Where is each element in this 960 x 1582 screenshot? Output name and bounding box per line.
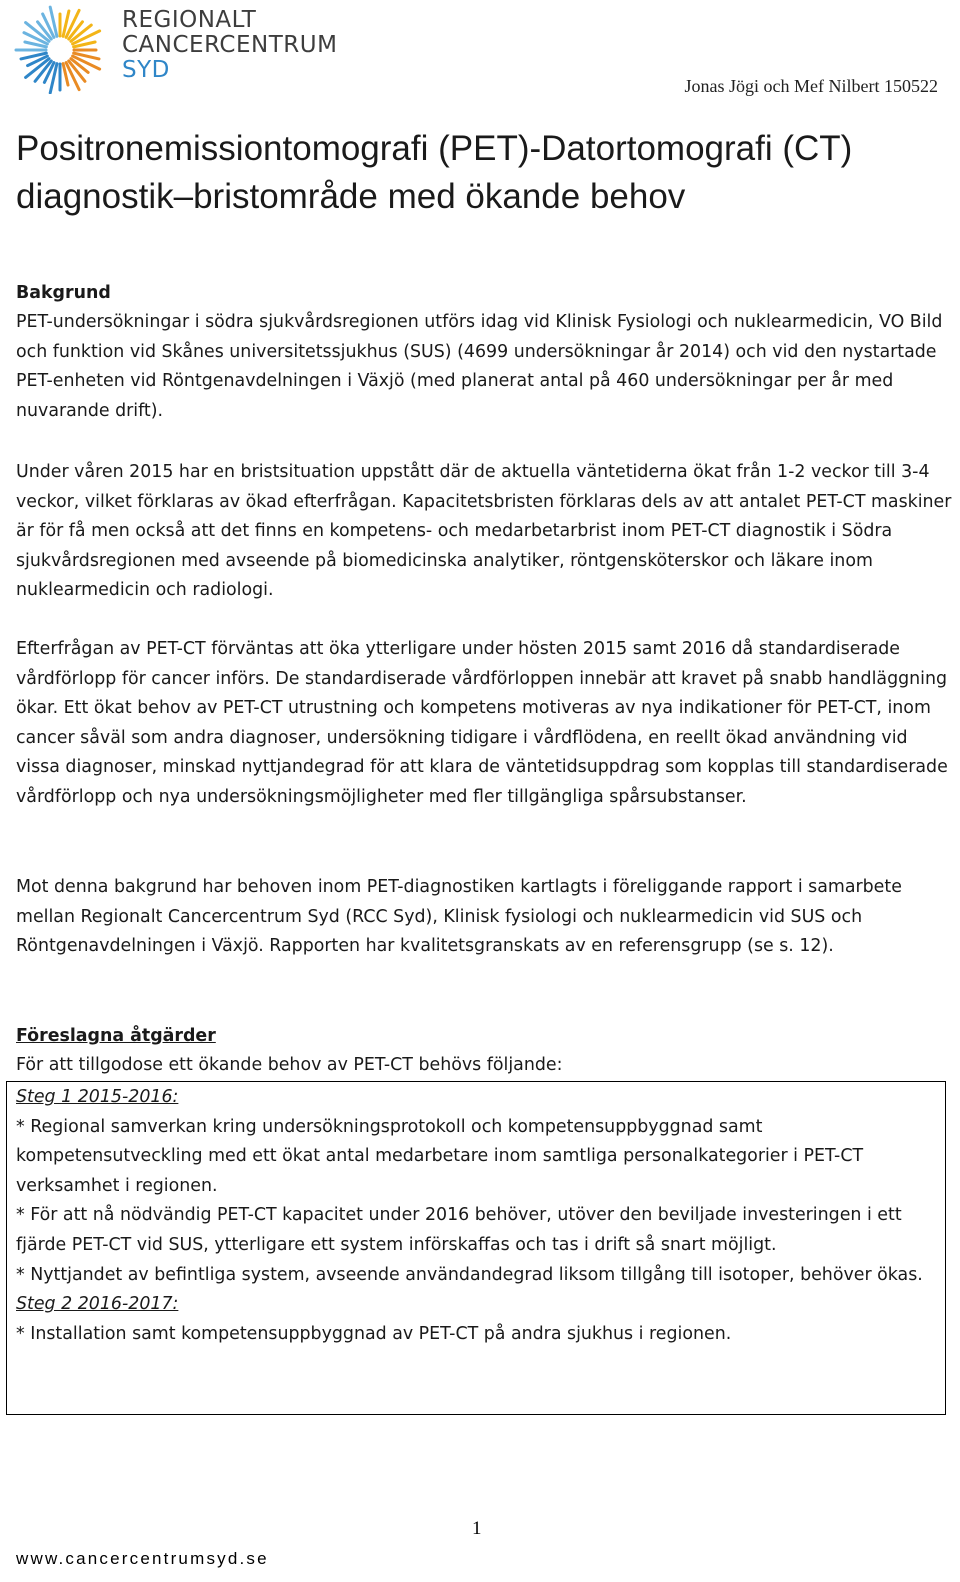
paragraph-1: PET-undersökningar i södra sjukvårdsregionen utförs idag vid Klinisk Fysiologi och nuklearmedicin, VO Bild och funktion vid Skånes universitetssjukhus (SUS) (4699 undersökningar år 2014) och vid den nystartade PET-enheten vid Röntgenavdelningen i Växjö (med planerat antal på 460 undersökningar per år med nuvarande drift). [16, 312, 943, 421]
paragraph-3: Efterfrågan av PET-CT förväntas att öka ytterligare under hösten 2015 samt 2016 då standardiserade vårdförlopp för cancer införs. De standardiserade vårdförloppen innebär att kravet på snabb handläggning ökar. Ett ökat behov av PET-CT utrustning och kompetens motiveras av nya indikationer för PET-CT, inom cancer såväl som andra diagnoser, undersökning tidigare i vårdflödena, en reellt ökad användning vid vissa diagnoser, minskad nyttjandegrad för att klara de väntetidsuppdrag som kopplas till standardiserade vårdförlopp och nya undersökningsmöjligheter med fler tillgängliga spårsubstanser. [16, 639, 948, 807]
atgarder-intro: För att tillgodose ett ökande behov av PET-CT behövs följande: [16, 1055, 563, 1075]
sunburst-logo-icon [12, 4, 112, 94]
footer-url-link[interactable]: www.cancercentrumsyd.se [16, 1549, 269, 1568]
step-2-label: Steg 2 2016-2017: [16, 1294, 179, 1315]
measure-item: * För att nå nödvändig PET-CT kapacitet under 2016 behöver, utöver den beviljade investeringen i ett fjärde PET-CT vid SUS, ytterligare ett system införskaffas och tas i drift så snart möjligt. [16, 1205, 902, 1255]
paragraph-2: Under våren 2015 har en bristsituation uppstått där de aktuella väntetiderna ökat från 1-2 veckor till 3-4 veckor, vilket förklaras av ökad efterfrågan. Kapacitetsbristen förklaras dels av att antalet PET-CT maskiner är för få men också att det finns en kompetens- och medarbetarbrist inom PET-CT diagnostik i Södra sjukvårdsregionen med avseende på biomedicinska analytiker, röntgensköterskor och läkare inom nuklearmedicin och radiologi. [16, 462, 952, 601]
logo-line-3: SYD [122, 57, 170, 83]
paragraph-4: Mot denna bakgrund har behoven inom PET-diagnostiken kartlagts i föreliggande rapport i samarbete mellan Regionalt Cancercentrum Syd (RCC Syd), Klinisk fysiologi och nuklearmedicin vid SUS och Röntgenavdelningen i Växjö. Rapporten har kvalitetsgranskats av en referensgrupp (se s. 12). [16, 877, 902, 957]
heading-atgarder: Föreslagna åtgärder [16, 1026, 216, 1046]
measure-item: * Installation samt kompetensuppbyggnad av PET-CT på andra sjukhus i regionen. [16, 1323, 732, 1344]
logo-line-2: CANCERCENTRUM [122, 32, 338, 58]
page-number: 1 [472, 1518, 482, 1539]
logo-wordmark [122, 8, 337, 83]
measures-box-content [16, 1083, 936, 1349]
title-line-1: Positronemissiontomografi (PET)-Datortomografi (CT) [16, 129, 853, 168]
title-line-2: diagnostik–bristområde med ökande behov [16, 177, 686, 216]
page-title [16, 125, 946, 221]
author-line: Jonas Jögi och Mef Nilbert 150522 [684, 76, 938, 96]
logo-line-1: REGIONALT [122, 7, 257, 33]
measure-item: * Nyttjandet av befintliga system, avseende användandegrad liksom tillgång till isotoper, behöver ökas. [16, 1264, 923, 1285]
rcc-syd-logo [12, 4, 338, 94]
measure-item: * Regional samverkan kring undersökningsprotokoll och kompetensuppbyggnad samt kompetensutveckling med ett ökat antal medarbetare inom samtliga personalkategorier i PET-CT verksamhet i regionen. [16, 1116, 864, 1196]
heading-bakgrund: Bakgrund [16, 283, 111, 303]
step-1-label: Steg 1 2015-2016: [16, 1087, 179, 1107]
